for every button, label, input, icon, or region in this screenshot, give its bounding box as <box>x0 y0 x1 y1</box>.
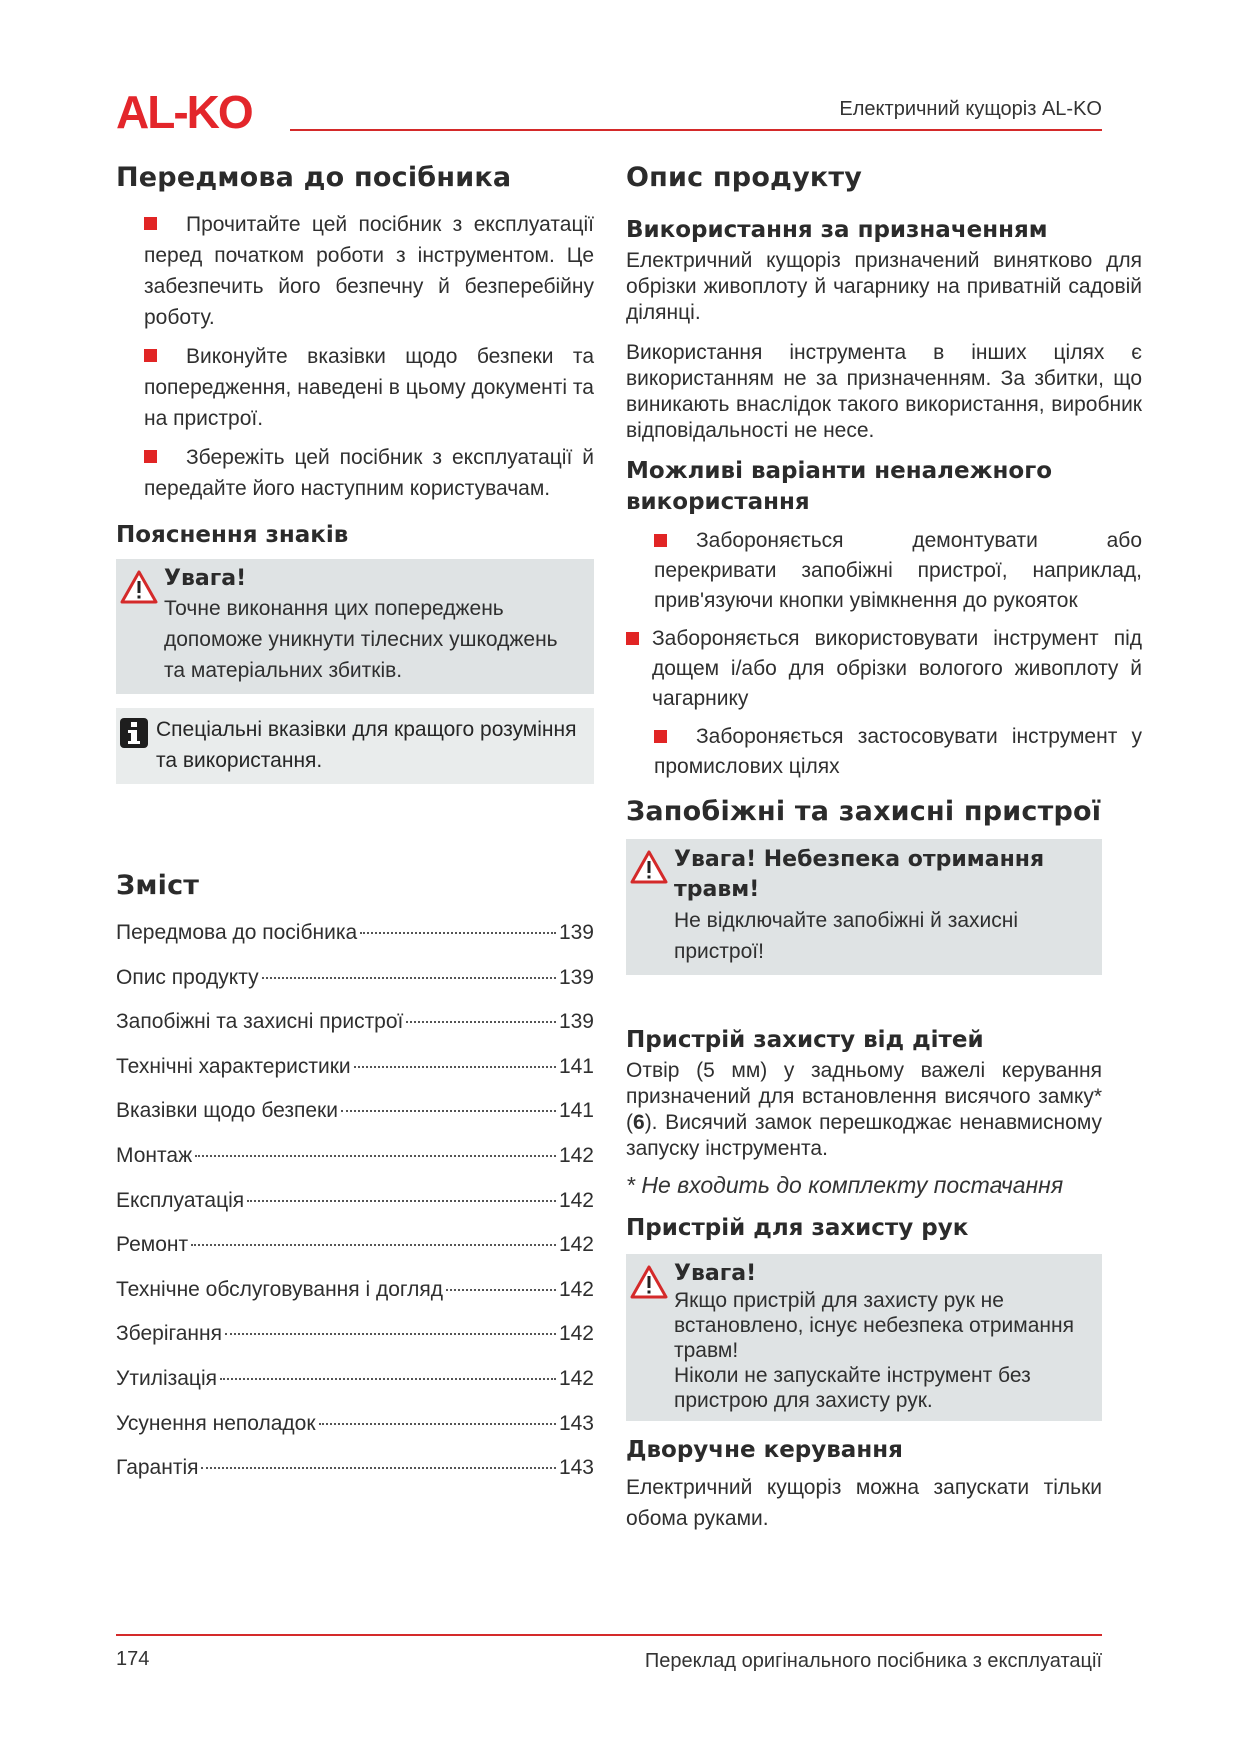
toc-leader-dots <box>319 1423 556 1425</box>
toc-entry-label: Запобіжні та захисні пристрої <box>116 1010 404 1034</box>
child-text-part: Отвір (5 мм) у задньому важелі керування призначений для встановлення висячого замку* ( <box>626 1059 1102 1134</box>
toc-entry[interactable] <box>116 1322 594 1367</box>
toc-entry-label: Технічні характеристики <box>116 1054 351 1078</box>
toc-entry-page: 143 <box>558 1411 594 1435</box>
warning-triangle-icon <box>120 569 158 605</box>
footer-rule <box>116 1634 1102 1636</box>
list-item <box>116 442 594 504</box>
right-column <box>626 162 1142 1534</box>
header-title: Електричний кущоріз AL-KO <box>839 98 1102 120</box>
left-column <box>116 162 594 1501</box>
intended-use-text: Електричний кущоріз призначений винятково для обрізки живоплоту й чагарнику на приватній садовій ділянці. <box>626 249 1142 324</box>
hand-guard-title: Пристрій для захисту рук <box>626 1215 969 1241</box>
toc-leader-dots <box>191 1244 556 1246</box>
toc-entry-page: 141 <box>558 1099 594 1123</box>
toc-leader-dots <box>225 1333 556 1335</box>
toc-entry[interactable] <box>116 966 594 1011</box>
list-item <box>626 624 1142 714</box>
toc-entry-label: Зберігання <box>116 1322 222 1346</box>
toc-entry-page: 139 <box>558 921 594 944</box>
toc-entry-page: 142 <box>558 1233 594 1257</box>
toc-entry[interactable] <box>116 1189 594 1234</box>
toc-entry-label: Передмова до посібника <box>116 921 358 944</box>
intended-use-title: Використання за призначенням <box>626 217 1048 243</box>
toc-entry[interactable] <box>116 1144 594 1189</box>
al-ko-logo <box>116 88 286 136</box>
toc-entry-page: 143 <box>558 1456 594 1480</box>
toc-list <box>116 921 594 1501</box>
toc-entry-label: Експлуатація <box>116 1188 245 1212</box>
misuse-title: Можливі варіанти неналежного використання <box>626 458 1053 515</box>
toc-entry-label: Вказівки щодо безпеки <box>116 1099 338 1123</box>
two-hand-control-title: Дворучне керування <box>626 1437 903 1463</box>
toc-entry[interactable] <box>116 1233 594 1278</box>
toc-entry-page: 142 <box>558 1322 594 1346</box>
toc-entry-page: 142 <box>558 1188 594 1212</box>
safety-devices-title: Запобіжні та захисні пристрої <box>626 796 1102 827</box>
list-item <box>626 526 1142 616</box>
preface-title: Передмова до посібника <box>116 162 512 193</box>
info-text: Спеціальні вказівки для кращого розуміння та використання. <box>156 718 577 772</box>
toc-entry[interactable] <box>116 1010 594 1055</box>
list-item <box>626 722 1142 782</box>
child-text-part: ). Висячий замок перешкоджає ненавмисному запуску інструмента. <box>626 1111 1102 1160</box>
warning-triangle-icon <box>630 849 668 885</box>
info-icon <box>120 718 148 748</box>
toc-title: Зміст <box>116 870 200 901</box>
hand-guard-warning-text: Якщо пристрій для захисту рук не встановлено, існує небезпека отримання травм! <box>674 1289 1074 1362</box>
bullet-square-icon <box>626 632 639 645</box>
child-protection-title: Пристрій захисту від дітей <box>626 1027 984 1053</box>
toc-entry-label: Опис продукту <box>116 965 259 989</box>
toc-entry-page: 142 <box>558 1366 594 1390</box>
warning-title: Увага! <box>164 566 247 591</box>
preface-bullet-text: Виконуйте вказівки щодо безпеки та попередження, наведені в цьому документі та на пристрої. <box>144 345 594 430</box>
toc-leader-dots <box>446 1289 556 1291</box>
toc-entry-page: 141 <box>558 1054 594 1078</box>
toc-entry-label: Утилізація <box>116 1366 217 1390</box>
preface-bullet-text: Прочитайте цей посібник з експлуатації перед початком роботи з інструментом. Це забезпечить його безпечну й безперебійну роботу. <box>144 213 594 329</box>
toc-entry-label: Усунення неполадок <box>116 1411 316 1435</box>
toc-entry-label: Технічне обслуговування і догляд <box>116 1277 443 1301</box>
injury-warning-title: Увага! Небезпека отримання травм! <box>674 847 1045 902</box>
toc-entry-page: 139 <box>558 965 594 989</box>
bullet-square-icon <box>144 217 157 230</box>
warning-box <box>116 559 594 694</box>
toc-entry[interactable] <box>116 1055 594 1100</box>
page-number: 174 <box>116 1648 150 1670</box>
toc-entry[interactable] <box>116 1367 594 1412</box>
child-protection-text <box>626 1058 1102 1162</box>
toc-entry-page: 142 <box>558 1143 594 1167</box>
delivery-footnote: * Не входить до комплекту постачання <box>626 1172 1064 1198</box>
info-box <box>116 708 594 784</box>
toc-entry-page: 142 <box>558 1277 594 1301</box>
bullet-square-icon <box>654 534 667 547</box>
misuse-bullet-text: Забороняється демонтувати або перекривати запобіжні пристрої, наприклад, прив'язуючи кнопки увімкнення до рукояток <box>654 529 1142 612</box>
logo-text: AL-KO <box>116 88 252 136</box>
hand-guard-warning-text: Ніколи не запускайте інструмент без пристрою для захисту рук. <box>674 1364 1031 1412</box>
toc-entry-label: Монтаж <box>116 1143 193 1167</box>
warning-text: Точне виконання цих попереджень допоможе уникнути тілесних ушкоджень та матеріальних збитків. <box>164 597 558 682</box>
two-hand-control-text: Електричний кущоріз можна запускати тільки обома руками. <box>626 1476 1102 1530</box>
toc-leader-dots <box>201 1467 555 1469</box>
toc-entry-page: 139 <box>558 1010 594 1034</box>
toc-leader-dots <box>195 1155 556 1157</box>
misuse-bullets <box>626 526 1142 782</box>
preface-bullet-text: Збережіть цей посібник з експлуатації й передайте його наступним користувачам. <box>144 446 594 500</box>
toc-leader-dots <box>341 1110 556 1112</box>
toc-entry[interactable] <box>116 921 594 966</box>
footer-title: Переклад оригінального посібника з експлуатації <box>644 1650 1102 1672</box>
list-item <box>116 341 594 434</box>
toc-entry[interactable] <box>116 1099 594 1144</box>
bullet-square-icon <box>144 450 157 463</box>
bullet-square-icon <box>654 730 667 743</box>
toc-entry-label: Ремонт <box>116 1233 189 1257</box>
toc-leader-dots <box>354 1066 556 1068</box>
toc-leader-dots <box>360 932 556 934</box>
toc-entry-label: Гарантія <box>116 1456 199 1480</box>
toc-leader-dots <box>247 1200 556 1202</box>
toc-entry[interactable] <box>116 1278 594 1323</box>
signs-title: Пояснення знаків <box>116 522 349 548</box>
toc-leader-dots <box>406 1021 556 1023</box>
header-rule <box>290 129 1102 131</box>
callout-number: 6 <box>633 1111 645 1134</box>
list-item <box>116 209 594 333</box>
bullet-square-icon <box>144 349 157 362</box>
hand-guard-warning-box <box>626 1254 1102 1421</box>
injury-warning-box <box>626 839 1102 975</box>
warning-triangle-icon <box>630 1264 668 1300</box>
preface-bullets <box>116 209 594 504</box>
misuse-bullet-text: Забороняється застосовувати інструмент у промислових цілях <box>654 725 1142 778</box>
misuse-bullet-text: Забороняється використовувати інструмент під дощем і/або для обрізки вологого живоплоту й чагарнику <box>652 627 1142 710</box>
toc-entry[interactable] <box>116 1456 594 1501</box>
toc-entry[interactable] <box>116 1412 594 1457</box>
hand-guard-warning-title: Увага! <box>674 1261 757 1286</box>
product-title: Опис продукту <box>626 162 863 193</box>
toc-leader-dots <box>220 1378 556 1380</box>
injury-warning-text: Не відключайте запобіжні й захисні пристрої! <box>674 909 1019 963</box>
misuse-disclaimer-text: Використання інструмента в інших цілях є використанням не за призначенням. За збитки, що виникають внаслідок такого використання, виробник відповідальності не несе. <box>626 341 1142 442</box>
toc-leader-dots <box>262 977 556 979</box>
